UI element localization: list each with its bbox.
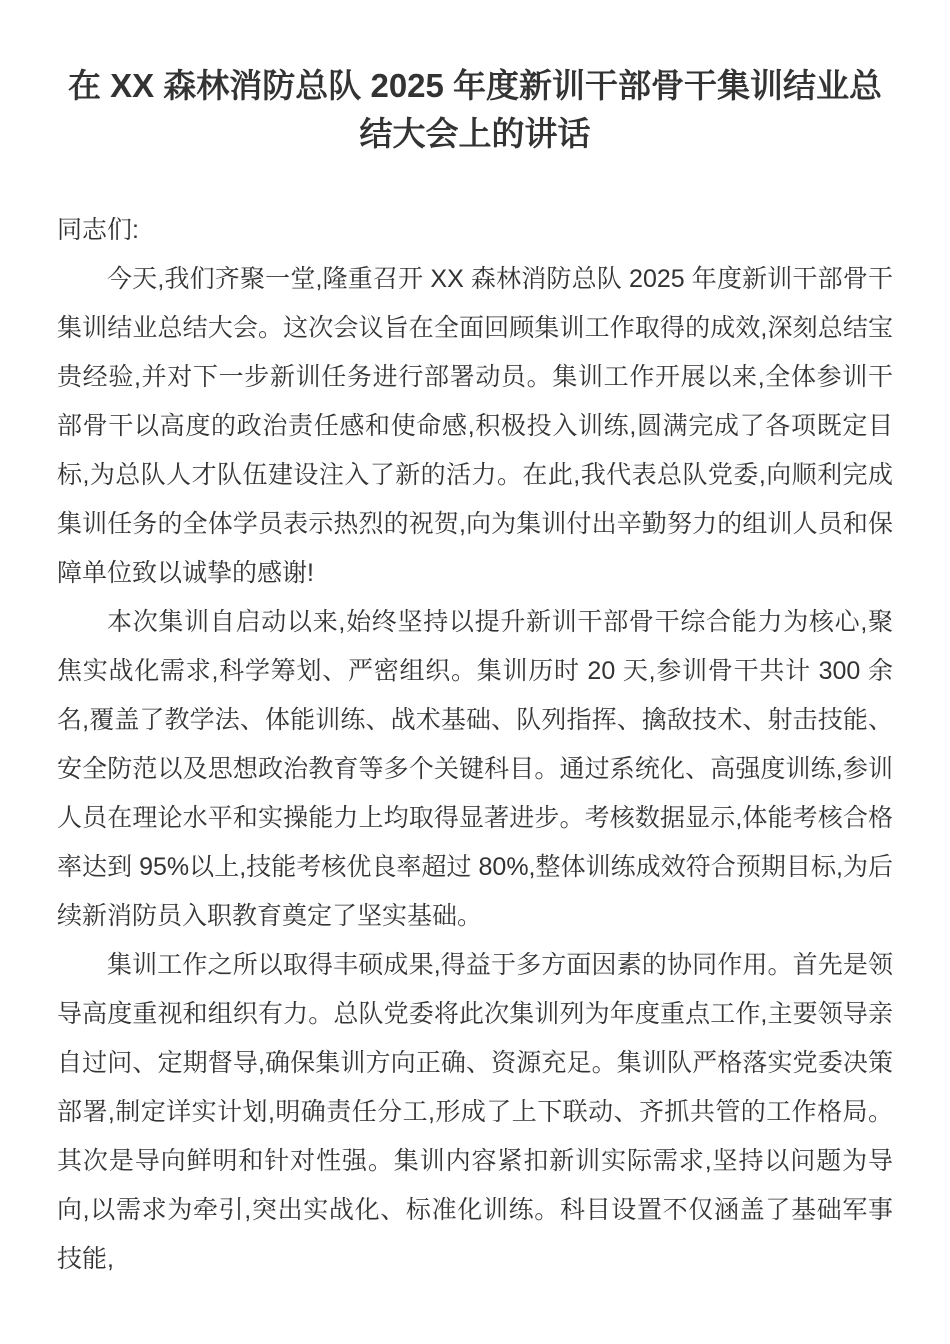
- document-body: [57, 255, 893, 1284]
- salutation: 同志们:: [57, 216, 139, 244]
- document-title: 在 XX 森林消防总队 2025 年度新训干部骨干集训结业总结大会上的讲话: [67, 67, 883, 152]
- paragraph: 本次集训自启动以来,始终坚持以提升新训干部骨干综合能力为核心,聚焦实战化需求,科学筹划、严密组织。集训历时 20 天,参训骨干共计 300 余名,覆盖了教学法、体能训练、战术基础、队列指挥、擒敌技术、射击技能、安全防范以及思想政治教育等多个关键科目。通过系统化、高强度训练,参训人员在理论水平和实操能力上均取得显著进步。考核数据显示,体能考核合格率达到 95%以上,技能考核优良率超过 80%,整体训练成效符合预期目标,为后续新消防员入职教育奠定了坚实基础。: [57, 608, 893, 930]
- paragraph: 今天,我们齐聚一堂,隆重召开 XX 森林消防总队 2025 年度新训干部骨干集训结业总结大会。这次会议旨在全面回顾集训工作取得的成效,深刻总结宝贵经验,并对下一步新训任务进行部署动员。集训工作开展以来,全体参训干部骨干以高度的政治责任感和使命感,积极投入训练,圆满完成了各项既定目标,为总队人才队伍建设注入了新的活力。在此,我代表总队党委,向顺利完成集训任务的全体学员表示热烈的祝贺,向为集训付出辛勤努力的组训人员和保障单位致以诚挚的感谢!: [57, 265, 893, 587]
- paragraph: 集训工作之所以取得丰硕成果,得益于多方面因素的协同作用。首先是领导高度重视和组织有力。总队党委将此次集训列为年度重点工作,主要领导亲自过问、定期督导,确保集训方向正确、资源充足。集训队严格落实党委决策部署,制定详实计划,明确责任分工,形成了上下联动、齐抓共管的工作格局。其次是导向鲜明和针对性强。集训内容紧扣新训实际需求,坚持以问题为导向,以需求为牵引,突出实战化、标准化训练。科目设置不仅涵盖了基础军事技能,: [57, 951, 893, 1273]
